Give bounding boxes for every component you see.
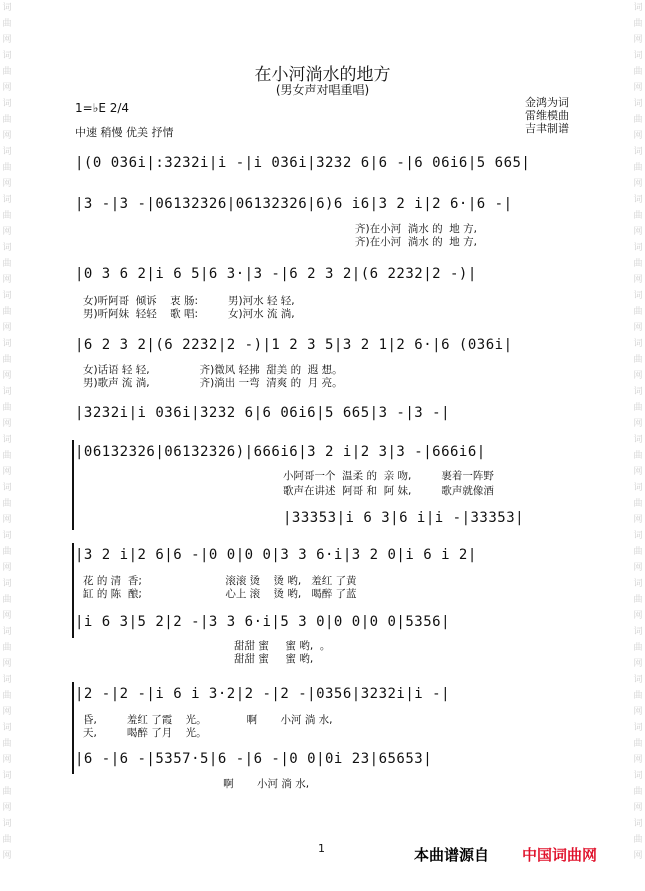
score-line-2: |3 -|3 -|06132326|06132326|6)6 i6|3 2 i|2 6·|6 -| bbox=[75, 196, 513, 212]
song-title: 在小河淌水的地方 bbox=[254, 65, 391, 85]
lyric-line-2b: 齐)在小河 淌水 的 地 方, bbox=[355, 236, 477, 248]
score-line-8-lower: |6 -|6 -|5357·5|6 -|6 -|0 0|0i 23|65653| bbox=[75, 751, 433, 767]
score-line-6-lower: |33353|i 6 3|6 i|i -|33353| bbox=[283, 510, 525, 526]
tempo-marking: 中速 稍慢 优美 抒情 bbox=[75, 126, 174, 139]
footer-site-link[interactable]: 中国词曲网 bbox=[522, 846, 598, 864]
lyric-line-7a: 花 的 清 香; 滚滚 烫 烫 哟, 羞红 了黄 bbox=[83, 575, 357, 587]
key-signature: 1=♭E 2/4 bbox=[75, 101, 130, 115]
lyric-line-3a: 女)听阿哥 倾诉 衷 肠: 男)河水 轻 轻, bbox=[83, 295, 295, 307]
lyric-line-8b: 天, 喝醉 了月 光。 bbox=[83, 727, 207, 739]
score-line-7: |3 2 i|2 6|6 -|0 0|0 0|3 3 6·i|3 2 0|i 6 i 2| bbox=[75, 547, 477, 563]
lyric-line-8c: 啊 小河 淌 水, bbox=[83, 778, 310, 790]
lyric-line-7b: 缸 的 陈 酿; 心上 滚 烫 哟, 喝醉 了蓝 bbox=[83, 588, 357, 600]
score-line-6: |06132326|06132326)|666i6|3 2 i|2 3|3 -|666i6| bbox=[75, 444, 486, 460]
arranger-credit: 吉聿制谱 bbox=[525, 122, 569, 135]
lyricist-credit: 金鸿为词 bbox=[525, 96, 569, 109]
watermark-right: 词曲网词曲网词曲网词曲网词曲网词曲网词曲网词曲网词曲网词曲网词曲网词曲网词曲网词曲网词曲网词曲网词曲网词曲网 bbox=[633, 3, 643, 861]
score-line-5: |3232i|i 036i|3232 6|6 06i6|5 665|3 -|3 -| bbox=[75, 405, 451, 421]
lyric-line-4a: 女)话语 轻 轻, 齐)微风 轻拂 甜美 的 遐 想。 bbox=[83, 364, 343, 376]
score-line-7-lower: |i 6 3|5 2|2 -|3 3 6·i|5 3 0|0 0|0 0|5356| bbox=[75, 614, 451, 630]
footer-source-label: 本曲谱源自 bbox=[414, 846, 490, 864]
watermark-left: 词曲网词曲网词曲网词曲网词曲网词曲网词曲网词曲网词曲网词曲网词曲网词曲网词曲网词曲网词曲网词曲网词曲网词曲网 bbox=[2, 3, 12, 861]
lyric-line-6a: 小阿哥一个 温柔 的 亲 吻, 裹着一阵野 bbox=[283, 470, 494, 482]
credits bbox=[525, 96, 569, 135]
lyric-line-8a: 昏, 羞红 了霞 光。 啊 小河 淌 水, bbox=[83, 714, 333, 726]
lyric-line-2a: 齐)在小河 淌水 的 地 方, bbox=[355, 223, 477, 235]
composer-credit: 雷维模曲 bbox=[525, 109, 569, 122]
score-line-1: |(0 036i|:3232i|i -|i 036i|3232 6|6 -|6 06i6|5 665| bbox=[75, 155, 531, 171]
score-line-3: |0 3 6 2|i 6 5|6 3·|3 -|6 2 3 2|(6 2232|2 -)| bbox=[75, 266, 477, 282]
lyric-line-4b: 男)歌声 流 淌, 齐)淌出 一弯 清爽 的 月 亮。 bbox=[83, 377, 343, 389]
song-subtitle: (男女声对唱重唱) bbox=[275, 83, 370, 97]
lyric-line-6b: 歌声在讲述 阿哥 和 阿 妹, 歌声就像酒 bbox=[283, 485, 494, 497]
page-number: 1 bbox=[318, 842, 325, 855]
lyric-line-7d: 甜甜 蜜 蜜 哟, bbox=[234, 653, 314, 665]
score-line-8: |2 -|2 -|i 6 i 3·2|2 -|2 -|0356|3232i|i -| bbox=[75, 686, 451, 702]
lyric-line-3b: 男)听阿妹 轻轻 歌 唱: 女)河水 流 淌, bbox=[83, 308, 295, 320]
lyric-line-7c: 甜甜 蜜 蜜 哟, 。 bbox=[234, 640, 331, 652]
score-line-4: |6 2 3 2|(6 2232|2 -)|1 2 3 5|3 2 1|2 6·|6 (036i| bbox=[75, 337, 513, 353]
